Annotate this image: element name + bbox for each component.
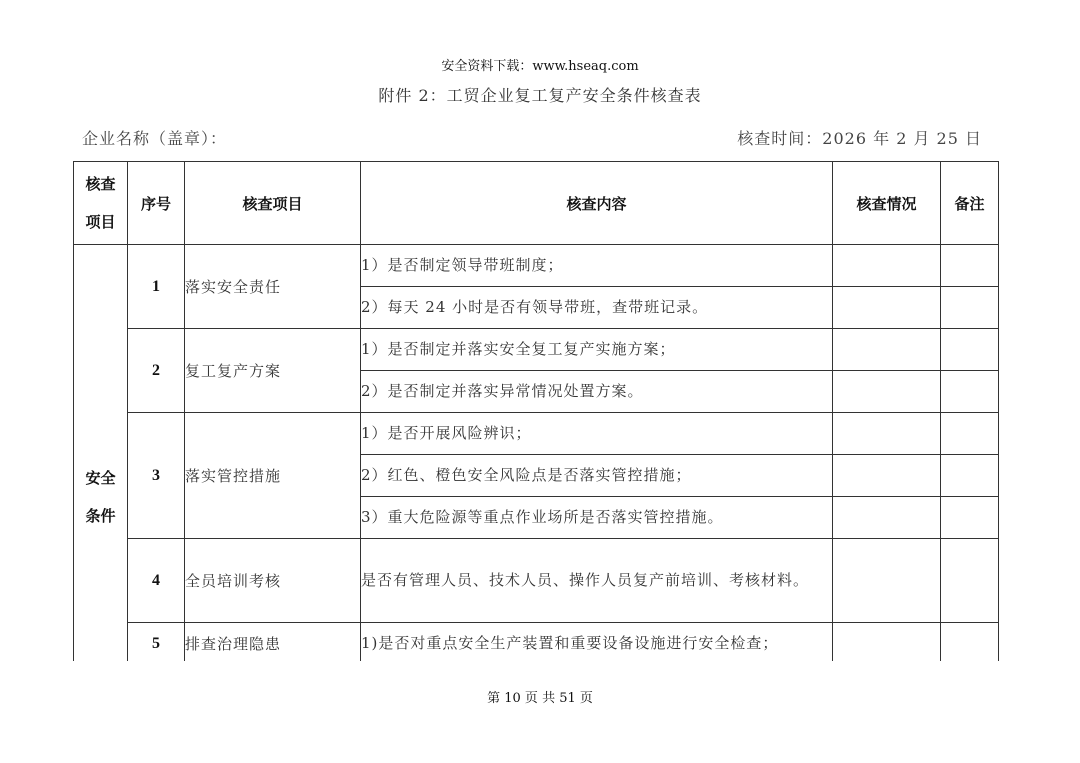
seq-cell: 4 [128, 539, 185, 623]
status-cell[interactable] [833, 329, 941, 371]
content-cell: 1)是否对重点安全生产装置和重要设备设施进行安全检查； [361, 623, 833, 662]
status-cell[interactable] [833, 539, 941, 623]
status-cell[interactable] [833, 245, 941, 287]
table-row [74, 329, 999, 371]
content-cell: 2）每天 24 小时是否有领导带班，查带班记录。 [361, 287, 833, 329]
content-cell: 1）是否制定并落实安全复工复产实施方案； [361, 329, 833, 371]
item-cell: 全员培训考核 [185, 539, 361, 623]
status-cell[interactable] [833, 371, 941, 413]
seq-cell: 5 [128, 623, 185, 662]
item-cell: 落实管控措施 [185, 413, 361, 539]
remark-cell[interactable] [941, 539, 999, 623]
content-cell: 2）是否制定并落实异常情况处置方案。 [361, 371, 833, 413]
content-cell: 1）是否制定领导带班制度； [361, 245, 833, 287]
status-cell[interactable] [833, 455, 941, 497]
remark-cell[interactable] [941, 329, 999, 371]
category-line1: 安全 [85, 468, 116, 487]
remark-cell[interactable] [941, 245, 999, 287]
header-url: 安全资料下载：www.hseaq.com [441, 59, 639, 74]
header-seq: 序号 [128, 162, 185, 245]
header-content: 核查内容 [361, 162, 833, 245]
seq-cell: 1 [128, 245, 185, 329]
content-cell: 1）是否开展风险辨识； [361, 413, 833, 455]
content-cell: 3）重大危险源等重点作业场所是否落实管控措施。 [361, 497, 833, 539]
document-title: 附件 2：工贸企业复工复产安全条件核查表 [378, 86, 702, 105]
header-item: 核查项目 [185, 162, 361, 245]
item-cell: 落实安全责任 [185, 245, 361, 329]
content-cell: 2）红色、橙色安全风险点是否落实管控措施； [361, 455, 833, 497]
table-row [74, 623, 999, 662]
remark-cell[interactable] [941, 287, 999, 329]
header-category [74, 162, 128, 245]
remark-cell[interactable] [941, 623, 999, 662]
header-category-line1: 核查 [85, 175, 116, 193]
seq-cell: 2 [128, 329, 185, 413]
status-cell[interactable] [833, 623, 941, 662]
check-table [73, 161, 999, 661]
item-cell: 排查治理隐患 [185, 623, 361, 662]
status-cell[interactable] [833, 287, 941, 329]
remark-cell[interactable] [941, 497, 999, 539]
remark-cell[interactable] [941, 413, 999, 455]
table-row [74, 245, 999, 287]
remark-cell[interactable] [941, 455, 999, 497]
remark-cell[interactable] [941, 371, 999, 413]
seq-cell: 3 [128, 413, 185, 539]
category-cell [74, 245, 128, 662]
item-cell: 复工复产方案 [185, 329, 361, 413]
check-time: 核查时间：2026 年 2 月 25 日 [737, 129, 982, 148]
table-row [74, 413, 999, 455]
table-row [74, 539, 999, 623]
content-cell: 是否有管理人员、技术人员、操作人员复产前培训、考核材料。 [361, 539, 833, 623]
company-name-label: 企业名称（盖章）： [82, 129, 228, 148]
page-footer: 第 10 页 共 51 页 [487, 691, 593, 706]
status-cell[interactable] [833, 497, 941, 539]
header-remark: 备注 [941, 162, 999, 245]
category-line2: 条件 [85, 506, 116, 525]
header-category-line2: 项目 [85, 213, 116, 231]
header-status: 核查情况 [833, 162, 941, 245]
status-cell[interactable] [833, 413, 941, 455]
table-header-row [74, 162, 999, 245]
